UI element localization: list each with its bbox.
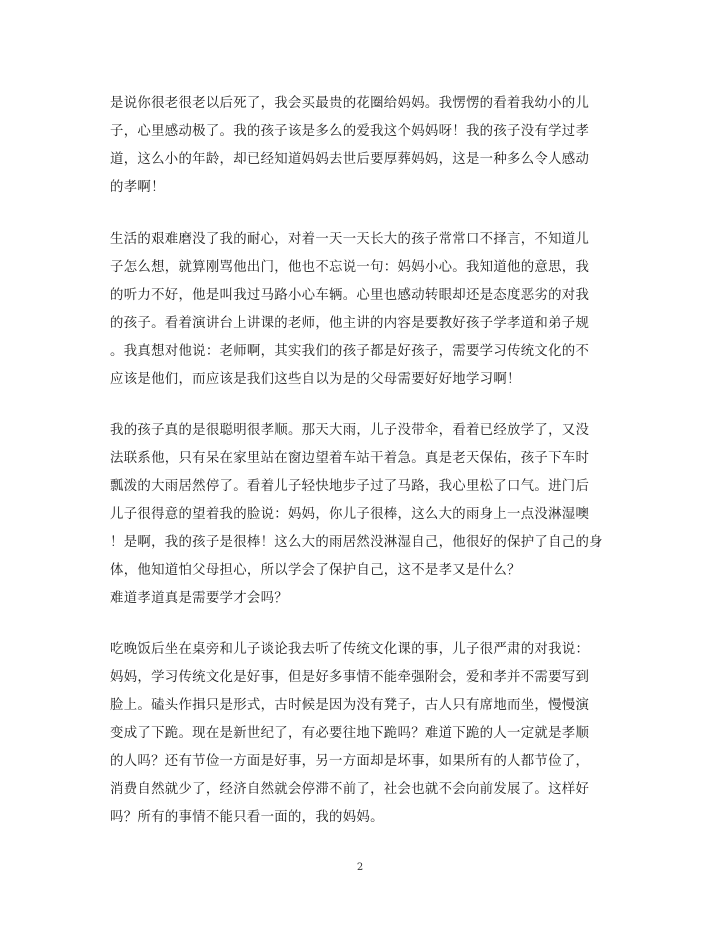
text-line: 应该是他们，而应该是我们这些自以为是的父母需要好好地学习啊！ [110,372,521,387]
text-line: 瓢泼的大雨居然停了。看着儿子轻快地步子过了马路，我心里松了口气。进门后 [110,479,590,494]
paragraph-3 [110,417,630,613]
text-line: 消费自然就少了，经济自然就会停滞不前了，社会也就不会向前发展了。这样好 [110,782,590,797]
text-line: 子，心里感动极了。我的孩子该是多么的爱我这个妈妈呀！我的孩子没有学过孝 [110,124,590,139]
text-line: 生活的艰难磨没了我的耐心，对着一天一天长大的孩子常常口不择言，不知道儿 [110,232,590,247]
text-line: 我的孩子真的是很聪明很孝顺。那天大雨，儿子没带伞，看着已经放学了，又没 [110,423,590,438]
paragraph-4 [110,636,630,832]
paragraph-2 [110,226,630,394]
text-line: 的人吗？还有节俭一方面是好事，另一方面却是坏事，如果所有的人都节俭了， [110,754,590,769]
text-line: 难道孝道真是需要学才会吗？ [110,591,288,606]
text-line: 妈妈，学习传统文化是好事，但是好多事情不能牵强附会，爱和孝并不需要写到 [110,670,590,685]
text-line: 的听力不好，他是叫我过马路小心车辆。心里也感动转眼却还是态度恶劣的对我 [110,288,590,303]
text-line: 体，他知道怕父母担心，所以学会了保护自己，这不是孝又是什么？ [110,563,521,578]
text-line: 。我真想对他说：老师啊，其实我们的孩子都是好孩子，需要学习传统文化的不 [110,344,590,359]
text-line: 变成了下跪。现在是新世纪了，有必要往地下跪吗？难道下跪的人一定就是孝顺 [110,726,590,741]
paragraph-1 [110,90,630,202]
text-line: 子怎么想，就算刚骂他出门，他也不忘说一句：妈妈小心。我知道他的意思，我 [110,260,590,275]
text-line: 的孩子。看着演讲台上讲课的老师，他主讲的内容是要教好孩子学孝道和弟子规 [110,316,590,331]
text-line: 的孝啊！ [110,180,165,195]
text-line: 吗？所有的事情不能只看一面的，我的妈妈。 [110,810,384,825]
text-line: 脸上。磕头作揖只是形式，古时候是因为没有凳子，古人只有席地而坐，慢慢演 [110,698,590,713]
text-line: 是说你很老很老以后死了，我会买最贵的花圈给妈妈。我愣愣的看着我幼小的儿 [110,96,590,111]
text-line: 吃晚饭后坐在桌旁和儿子谈论我去听了传统文化课的事，儿子很严肃的对我说： [110,642,590,657]
text-line: 儿子很得意的望着我的脸说：妈妈，你儿子很棒，这么大的雨身上一点没淋湿噢 [110,507,590,522]
text-line: 道，这么小的年龄，却已经知道妈妈去世后要厚葬妈妈，这是一种多么令人感动 [110,152,590,167]
text-line: 法联系他，只有呆在家里站在窗边望着车站干着急。真是老天保佑，孩子下车时 [110,451,590,466]
text-line: ！是啊，我的孩子是很棒！这么大的雨居然没淋湿自己，他很好的保护了自己的身 [110,535,603,550]
page-number: 2 [356,862,364,873]
